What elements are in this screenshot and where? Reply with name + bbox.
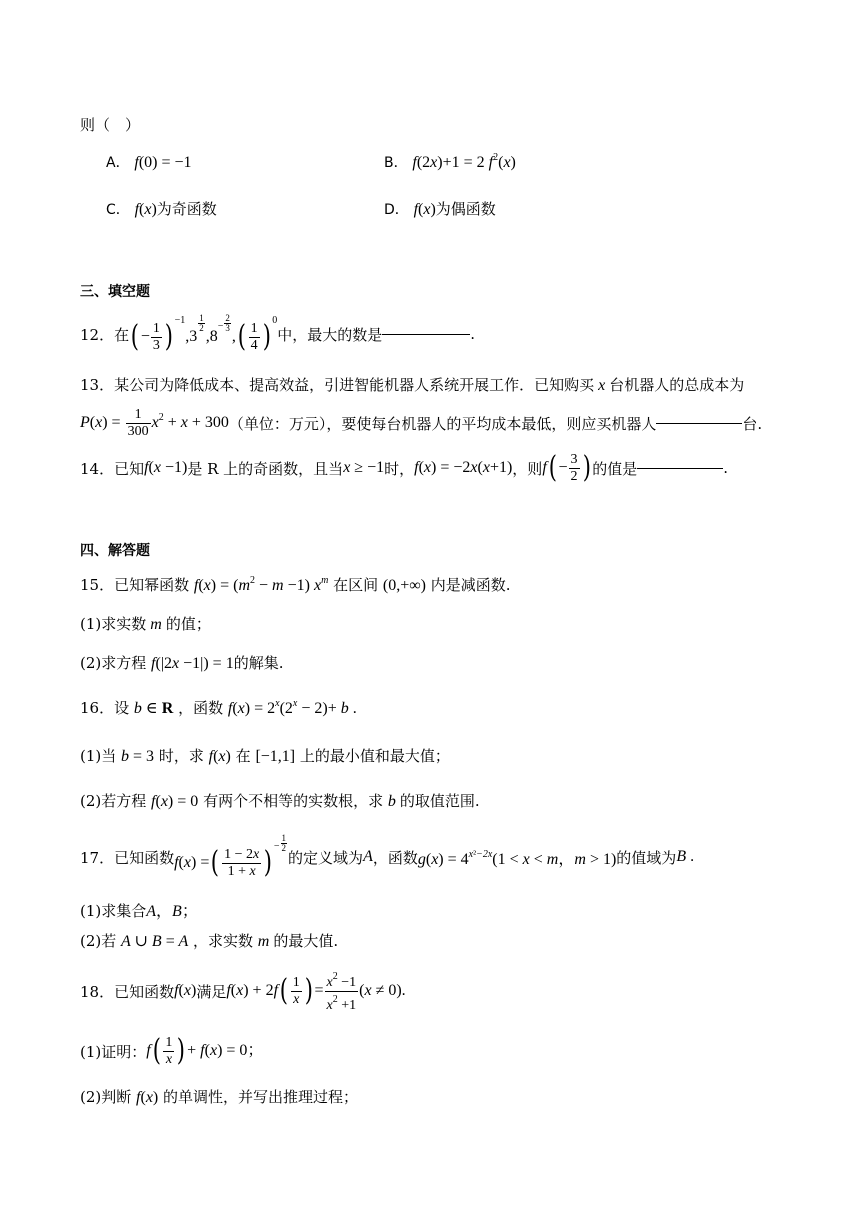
q15-var-m: m bbox=[146, 616, 166, 633]
q14-period: . bbox=[723, 459, 729, 477]
q14-f-minus-3-2: f( − $\frac{3}{2}$ ) bbox=[542, 450, 591, 485]
q13-answer-blank[interactable] bbox=[656, 423, 742, 424]
question-16-part-2 bbox=[80, 790, 480, 811]
option-a-formula: f(0) = −1 bbox=[134, 154, 192, 171]
q13-text-1: 13．某公司为降低成本、提高效益，引进智能机器人系统开展工作．已知购买 bbox=[80, 376, 595, 394]
question-14 bbox=[80, 448, 728, 488]
stem-text: 则（ ） bbox=[80, 116, 141, 134]
q18-part-2-end: 的单调性，并写出推理过程； bbox=[163, 1088, 359, 1106]
question-11-stem bbox=[80, 114, 140, 135]
q16-part-1-end: 上的最小值和最大值； bbox=[299, 747, 450, 765]
option-c bbox=[106, 198, 217, 219]
q16-number: 16．设 bbox=[80, 699, 130, 717]
q15-equation: f(|2x −1|) = 1 bbox=[151, 655, 234, 672]
q17-text-3: 的值域为 bbox=[616, 848, 677, 867]
question-13-line-1 bbox=[80, 374, 744, 395]
q17-set-a: A bbox=[363, 848, 373, 865]
q14-answer-blank[interactable] bbox=[637, 468, 723, 469]
question-17-part-2 bbox=[80, 930, 338, 951]
question-18 bbox=[80, 970, 406, 1012]
question-18-part-1 bbox=[80, 1030, 263, 1072]
option-d-formula: f(x) bbox=[413, 201, 436, 218]
q18-identity: f( $\frac{1}{x}$ ) + f(x) = 0； bbox=[146, 1033, 264, 1068]
q12-number: 12．在 bbox=[80, 325, 130, 344]
q16-text-1: ，函数 bbox=[178, 699, 224, 717]
q13-var-x: x bbox=[594, 377, 610, 394]
q18-text-1: 满足 bbox=[196, 982, 227, 1001]
q16-interval: [−1,1] bbox=[255, 748, 296, 765]
q18-part-2-text: (2)判断 bbox=[80, 1088, 132, 1106]
q13-cost-formula: P(x) = $\frac{1}{300}$ $x^2 + x + 300$ bbox=[80, 406, 229, 439]
question-13-line-2 bbox=[80, 404, 762, 442]
q16-f-x: f(x) bbox=[208, 748, 231, 765]
question-15-part-2 bbox=[80, 652, 283, 673]
q15-number: 15．已知幂函数 bbox=[80, 576, 190, 594]
question-16-part-1 bbox=[80, 745, 450, 766]
q17-part-2-text: (2)若 bbox=[80, 932, 117, 950]
option-a-label: A． bbox=[106, 155, 130, 171]
q17-set-b: B . bbox=[676, 848, 695, 865]
q16-part-2-text: (2)若方程 bbox=[80, 792, 147, 810]
q15-power-function: $f(x) = (m^2 - m -1)$ $x^m$ bbox=[193, 575, 329, 594]
question-17-part-1 bbox=[80, 898, 198, 921]
q17-text-1: 的定义域为 bbox=[288, 848, 364, 867]
q16-b-in-R: b ∈ R bbox=[133, 700, 174, 717]
option-d-label: D． bbox=[384, 202, 409, 218]
q17-part-2-end: 的最大值. bbox=[273, 932, 339, 950]
question-15 bbox=[80, 574, 511, 595]
q15-part-1-text: (1)求实数 bbox=[80, 615, 147, 633]
q14-number: 14．已知 bbox=[80, 459, 145, 478]
question-18-part-2 bbox=[80, 1086, 358, 1107]
q14-text-1: 是 R 上的奇函数，且当 bbox=[187, 459, 344, 478]
q18-f-x-2: f(x) bbox=[136, 1089, 159, 1106]
q15-text-2: 内是减函数. bbox=[430, 576, 511, 594]
q16-equation: f(x) = 0 bbox=[151, 793, 199, 810]
q12-values: ( − $\frac{1}{3}$ ) $^{-1}$,3 $\frac{1}{2}$ ,8− $\frac{2}{3}$ ,( $\frac{1}{4}$ ) $^0$ bbox=[130, 313, 278, 355]
q14-text-2: 时， bbox=[384, 459, 415, 478]
option-c-label: C． bbox=[106, 202, 130, 218]
question-12 bbox=[80, 314, 475, 354]
q16-part-2-end: 的取值范围. bbox=[399, 792, 480, 810]
q15-part-2-text: (2)求方程 bbox=[80, 654, 147, 672]
q17-text-2: ，函数 bbox=[372, 848, 418, 867]
option-b bbox=[384, 152, 516, 172]
q13-text-2: （单位：万元），要使每台机器人的平均成本最低，则应买机器人 bbox=[228, 414, 657, 433]
q14-text-4: 的值是 bbox=[592, 459, 638, 478]
q16-part-1-b: 时，求 bbox=[158, 747, 204, 765]
q14-formula: f(x) = −2x(x+1) bbox=[414, 459, 513, 476]
q16-part-2-mid: 有两个不相等的实数根，求 bbox=[203, 792, 384, 810]
section-3-title: 三、填空题 bbox=[80, 284, 150, 300]
q17-part-2-mid: ，求实数 bbox=[193, 932, 254, 950]
q16-part-1-text: (1)当 bbox=[80, 747, 117, 765]
q12-suffix: 中，最大的数是 bbox=[277, 325, 383, 344]
q15-interval: (0,+∞) bbox=[382, 577, 426, 594]
q17-sets: A，B； bbox=[146, 903, 198, 920]
q14-f-x-minus-1: f(x −1) bbox=[144, 459, 188, 476]
q12-answer-blank[interactable] bbox=[382, 334, 470, 335]
q14-text-3: ，则 bbox=[512, 459, 543, 478]
q13-text-1-end: 台机器人的总成本为 bbox=[609, 376, 745, 394]
q17-var-m: m bbox=[257, 933, 274, 950]
option-a bbox=[106, 152, 192, 172]
option-d-text: 为偶函数 bbox=[435, 200, 496, 218]
option-b-label: B． bbox=[384, 155, 408, 171]
q18-part-1-text: (1)证明： bbox=[80, 1042, 147, 1061]
q16-b-value: b = 3 bbox=[121, 748, 155, 765]
question-17 bbox=[80, 833, 695, 881]
q15-part-2-end: 的解集. bbox=[233, 654, 284, 672]
q14-condition: x ≥ −1 bbox=[343, 459, 385, 476]
question-16 bbox=[80, 697, 357, 718]
section-4-title: 四、解答题 bbox=[80, 543, 150, 559]
q17-function-g: $g(x) = 4^{x^2-2x}(1 < x < m$，m > 1) bbox=[417, 848, 617, 868]
q17-union: A ∪ B = A bbox=[121, 933, 189, 950]
option-c-formula: f(x) bbox=[134, 201, 157, 218]
option-b-formula: f(2x)+1 = 2 $f^2(x)$ bbox=[412, 152, 516, 171]
q17-function-f: f(x) =( $\frac{1 - 2x}{1 + x}$ ) − $\frac{1}{2}$ bbox=[174, 833, 287, 881]
q13-text-2-end: 台. bbox=[742, 414, 763, 433]
option-d bbox=[384, 198, 496, 219]
q18-number: 18．已知函数 bbox=[80, 982, 175, 1001]
q17-part-1-text: (1)求集合 bbox=[80, 902, 147, 920]
q15-text-1: 在区间 bbox=[333, 576, 379, 594]
q16-var-b: b bbox=[387, 793, 400, 810]
q16-part-1-c: 在 bbox=[235, 747, 251, 765]
q16-function: $f(x) = 2^x(2^x - 2)+ b$ . bbox=[227, 698, 357, 717]
question-15-part-1 bbox=[80, 613, 211, 634]
q12-period: . bbox=[470, 325, 476, 343]
option-c-text: 为奇函数 bbox=[156, 200, 217, 218]
q18-equation: f(x) + 2f( $\frac{1}{x}$ ) = $\frac{x^2 -1}{x^2 +1}$ (x ≠ 0). bbox=[226, 970, 406, 1013]
q17-number: 17．已知函数 bbox=[80, 848, 175, 867]
q18-f-x: f(x) bbox=[174, 982, 197, 999]
q15-part-1-end: 的值； bbox=[165, 615, 211, 633]
